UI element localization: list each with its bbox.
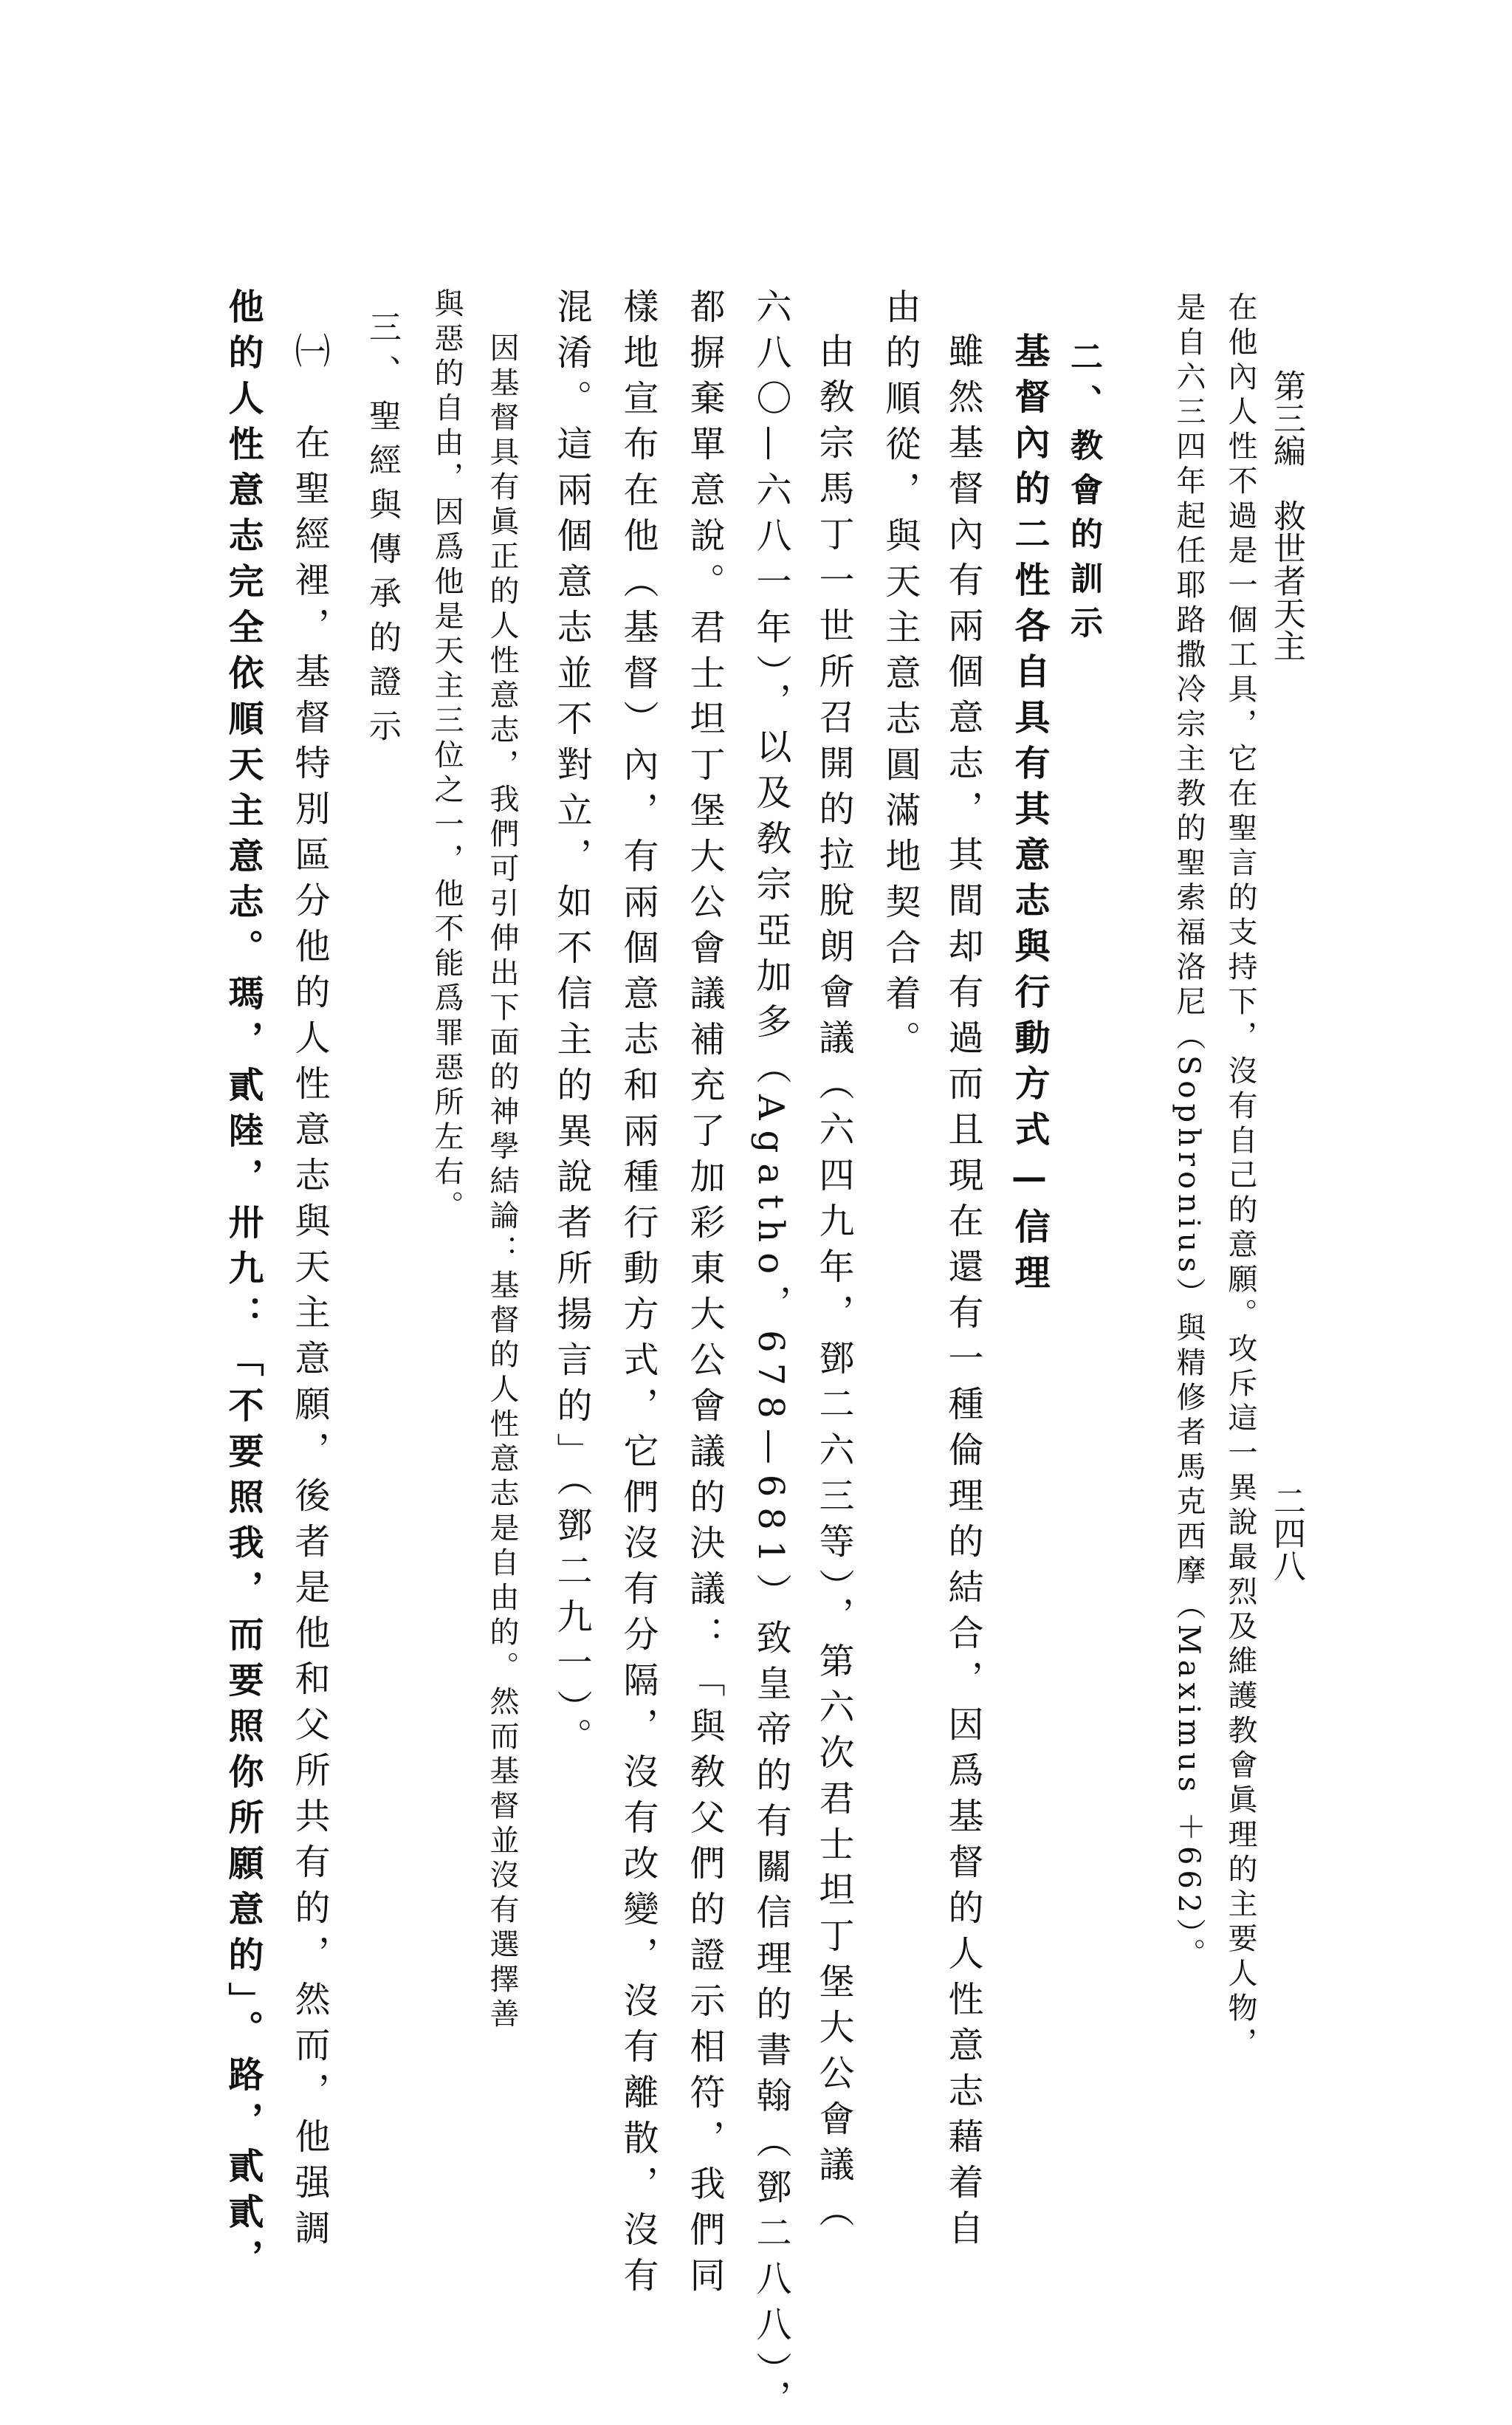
page-number: 二四八 <box>1268 1484 1305 1582</box>
text-column-2: 是自六三四年起任耶路撒冷宗主教的聖索福洛尼（Sophronius）與精修者馬克西摩（Maximus ＋662）。 <box>1172 292 1206 1973</box>
text-column-9: 都摒棄單意說。君士坦丁堡大公會議補充了加彩東大公會議的決議：「與敎父們的證示相符，我們同 <box>684 288 725 2302</box>
section-heading-2: 二、教會的訓示 <box>1065 340 1102 650</box>
text-column-15: ㈠ 在聖經裡，基督特別區分他的人性意志與天主意願，後者是他和父所共有的，然而，他强調 <box>289 332 330 2255</box>
doctrine-heading: 基督內的二性各自具有其意志與行動方式—信理 <box>1008 332 1050 1300</box>
text-column-6: 由的順從，與天主意志圓滿地契合着。 <box>879 288 921 1066</box>
text-column-1: 在他內人性不過是一個工具，它在聖言的支持下，沒有自己的意願。攻斥這一異說最烈及維護教會眞理的主要人物， <box>1223 292 1257 2062</box>
text-column-7: 由敎宗馬丁一世所召開的拉脫朗會議（六四九年，鄧二六三等），第六次君士坦丁堡大公會議（ <box>813 332 854 2237</box>
text-column-5: 雖然基督內有兩個意志，其間却有過而且現在還有一種倫理的結合，因爲基督的人性意志藉着自 <box>942 332 983 2255</box>
text-column-13: 與惡的自由，因爲他是天主三位之一，他不能爲罪惡所左右。 <box>430 288 464 1225</box>
text-column-16: 他的人性意志完全依順天主意志。瑪，貳陸，卅九：「不要照我，而要照你所願意的」。路，貳貳， <box>222 288 264 2285</box>
section-heading-3: 三、聖經與傳承的證示 <box>363 310 401 753</box>
text-column-12: 因基督具有眞正的人性意志，我們可引伸出下面的神學結論：基督的人性意志是自由的。然而基督並沒有選擇善 <box>485 332 519 2033</box>
text-column-10: 樣地宣布在他（基督）內，有兩個意志和兩種行動方式，它們沒有分隔，沒有改變，沒有離散，沒有 <box>617 288 659 2302</box>
text-column-11: 混淆。這兩個意志並不對立，如不信主的異說者所揚言的」（鄧二九一）。 <box>551 288 592 1763</box>
text-column-8: 六八〇—六八一年），以及敎宗亞加多（Agatho，678—681）致皇帝的有關信理的書翰（鄧二八八）， <box>750 288 791 2425</box>
chapter-header: 第三編 救世者天主 <box>1268 369 1305 662</box>
